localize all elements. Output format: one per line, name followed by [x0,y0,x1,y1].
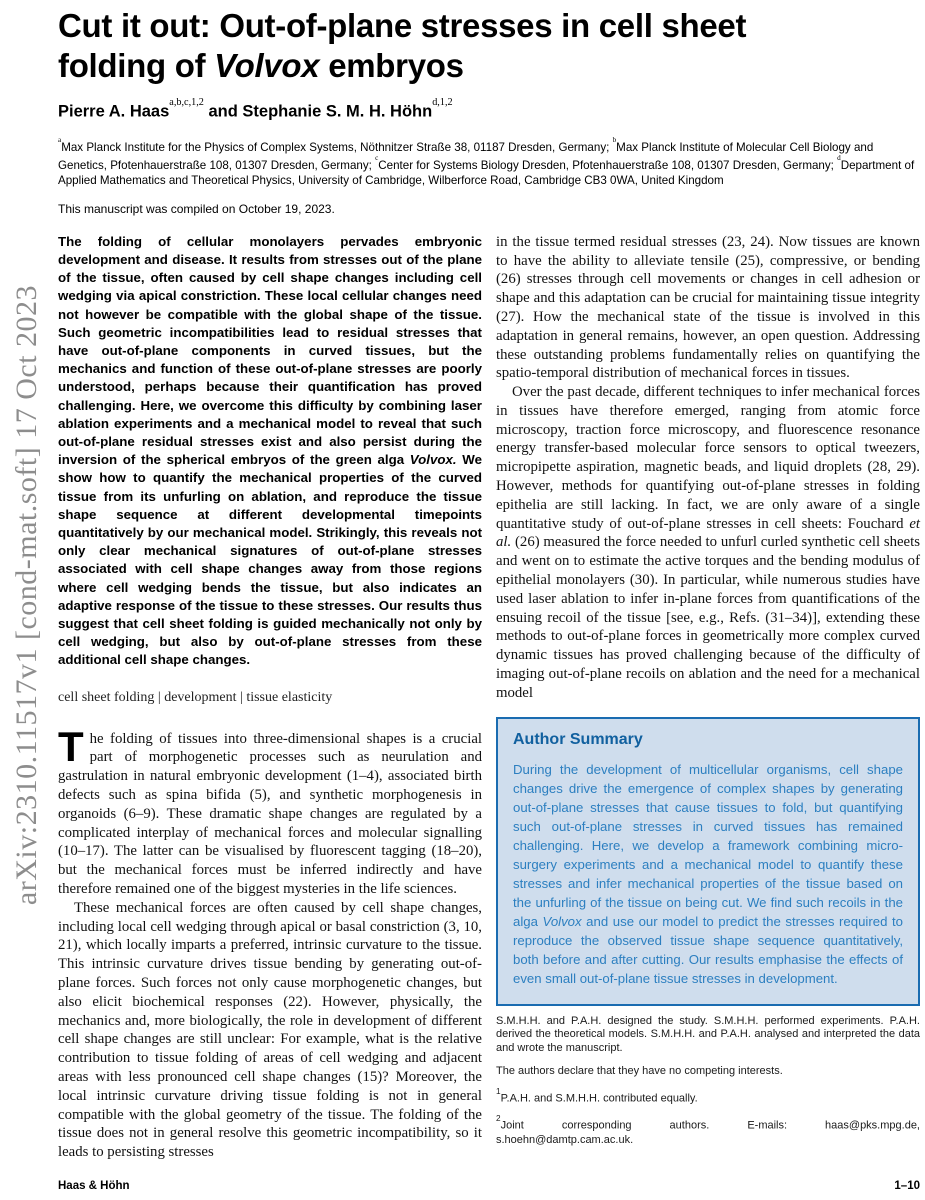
author-line: Pierre A. Haas$^{a,b,c,1,2}$ and Stephanie S. M. H. Höhn$^{d,1,2}$ [58,96,453,121]
author-summary-title: Author Summary [513,730,643,748]
footnote-corresponding-authors: $^2$Joint corresponding authors. E-mails: haas@pks.mpg.de, s.hoehn@damtp.cam.ac.uk. [496,1113,920,1146]
footnote-contributions: S.M.H.H. and P.A.H. designed the study. S.M.H.H. performed experiments. P.A.H. derived the theoretical models. S.M.H.H. and P.A.H. analysed and interpreted the data and wrote the manuscript. [496,1014,920,1055]
keywords-line: cell sheet folding | development | tissue elasticity [58,689,333,705]
right-column [496,233,920,1162]
intro-paragraph-2: These mechanical forces are often caused by cell shape changes, including local cell wedging through apical or basal constriction (3, 10, 21), which locally imparts a preferred, intrinsic curvature to the tissue. This intrinsic curvature drives tissue bending by generating out-of-plane forces. Such forces not only cause morphogenetic changes, but also elicit biochemical responses (22). However, physically, the mechanics and, more biologically, the role in development of different cell shape changes are still unclear: For example, what is the relative contribution to tissue folding of areas of cell wedging and adjacent areas with less pronounced cell shape changes (15)? Moreover, the local intrinsic curvature driving tissue folding is not in general compatible with the global geometry of the tissue. The folding of the tissue does not in general resolve this geometric incompatibility, so it leads to persisting stresses [58,899,482,1161]
affiliations: $^a$Max Planck Institute for the Physics of Complex Systems, Nöthnitzer Straße 38, 01187 Dresden, Germany; $^b$Max Planck Institute of Molecular Cell Biology and Genetics, Pfotenhauerstraße 108, 01307 Dresden, Germany; $^c$Center for Systems Biology Dresden, Pfotenhauerstraße 108, 01307 Dresden, Germany; $^d$Department of Applied Mathematics and Theoretical Physics, University of Cambridge, Wilberforce Road, Cambridge CB3 0WA, United Kingdom [58,135,915,188]
compiled-date: This manuscript was compiled on October 19, 2023. [58,201,335,216]
two-column-body [58,233,920,1162]
body-paragraph-4: Over the past decade, different techniques to infer mechanical forces in tissues have therefore emerged, ranging from atomic force microscopy, traction force microscopy, and fluorescence resonance energy transfer-based molecular force sensors to optical tweezers, micropipette aspiration, magnetic beads, and liquid droplets (28, 29). However, methods for quantifying out-of-plane stresses in folding epithelia are still lacking. In fact, we are only aware of a single quantitative study of out-of-plane stresses in cell sheets: Fouchard et al. (26) measured the force needed to unfurl curled synthetic cell sheets and went on to estimate the active torques and the bending modulus of epithelial monolayers (30). In particular, while numerous studies have used laser ablation to infer in-plane forces from quantifications of the ensuing recoil of the tissue [see, e.g., Refs. (31–34)], extending these methods to out-of-plane forces in geometrically more complex curved dynamic tissues has proved challenging because of the difficulty of imaging out-of-plane recoils on ablation and the need for a mechanical model [496,384,920,701]
paper-content [58,6,920,1162]
body-paragraph-3: in the tissue termed residual stresses (23, 24). Now tissues are known to have the ability to alleviate tensile (25), compressive, or bending (26) stresses through cell movements or changes in cell adhesion or shape and this adaptation can be crucial for maintaining tissue integrity (27). How the mechanical state of the tissue is involved in this adaptation in general remains, however, an open question. Addressing these outstanding problems fundamentally relies on quantifying the spatio-temporal distribution of mechanical forces in tissues. [496,233,920,382]
intro-paragraph-1 [58,722,482,899]
footer-running-authors: Haas & Höhn [58,1180,130,1192]
page-title [58,6,920,86]
title-line-1: Cut it out: Out-of-plane stresses in cell sheet [58,7,747,44]
left-column [58,233,482,1162]
author-summary-body: During the development of multicellular organisms, cell shape changes drive the emergence of complex shapes by generating out-of-plane stresses that cause tissues to fold, but quantifying such out-of-plane stresses in curved tissues has remained challenging. Here, we develop a framework combining micro-surgery experiments and a mechanical model to quantify these stresses and infer mechanical properties of the tissue based on the unfurling of the tissue on being cut. We find such recoils in the alga Volvox and use our model to predict the stresses required to reproduce the observed tissue shape sequence quantitatively, both before and after cutting. Our results emphasise the effects of even small out-of-plane tissue stresses in development. [513,761,903,986]
drop-cap: T [58,722,84,770]
title-line-2: folding of Volvox embryos [58,47,464,84]
abstract: The folding of cellular monolayers pervades embryonic development and disease. It results from stresses out of the plane of the tissue, often caused by cell shape changes including cell wedging via apical constriction. These local cellular changes need not however be compatible with the global shape of the tissue. Such geometric incompatibilities lead to residual stresses that have out-of-plane components in curved tissues, but the mechanics and function of these out-of-plane stresses are poorly understood, perhaps because their quantification has proved challenging. Here, we overcome this difficulty by combining laser ablation experiments and a mechanical model to reveal that such out-of-plane residual stresses exist and also persist during the inversion of the spherical embryos of the green alga Volvox. We show how to quantify the mechanical properties of the curved tissue from its unfurling on ablation, and reproduce the tissue shape sequence at different developmental timepoints quantitatively by our mechanical model. Strikingly, this reveals not only clear mechanical signatures of out-of-plane stresses associated with cell shape changes away from those regions where cell wedging bends the tissue, but also indicates an adaptive response of the tissue to these stresses. Our results thus suggest that cell sheet folding is guided mechanically not only by cell wedging, but also by out-of-plane stresses from these additional cell shape changes. [58,233,482,668]
intro-paragraph-1-text: he folding of tissues into three-dimensional shapes is a crucial part of morphogenetic processes such as neurulation and gastrulation in natural embryonic development (1–4), associated birth defects such as spina bifida (5), and synthetic morphogenesis in organoids (6–9). These dramatic shape changes are regulated by a complicated interplay of mechanical forces and molecular signalling (10–17). The latter can be visualised by fluorescent tagging (18–20), but the mechanical forces must be inferred indirectly and have therefore remained one of the biggest mysteries in the life sciences. [58,730,482,897]
footnote-competing-interests: The authors declare that they have no competing interests. [496,1065,783,1078]
footnote-equal-contribution: $^1$P.A.H. and S.M.H.H. contributed equally. [496,1086,698,1105]
author-summary-box [496,717,920,1006]
footer-page-range: 1–10 [894,1180,920,1192]
arxiv-watermark: arXiv:2310.11517v1 [cond-mat.soft] 17 Oct 2023 [10,284,43,906]
page-footer [58,1180,920,1192]
